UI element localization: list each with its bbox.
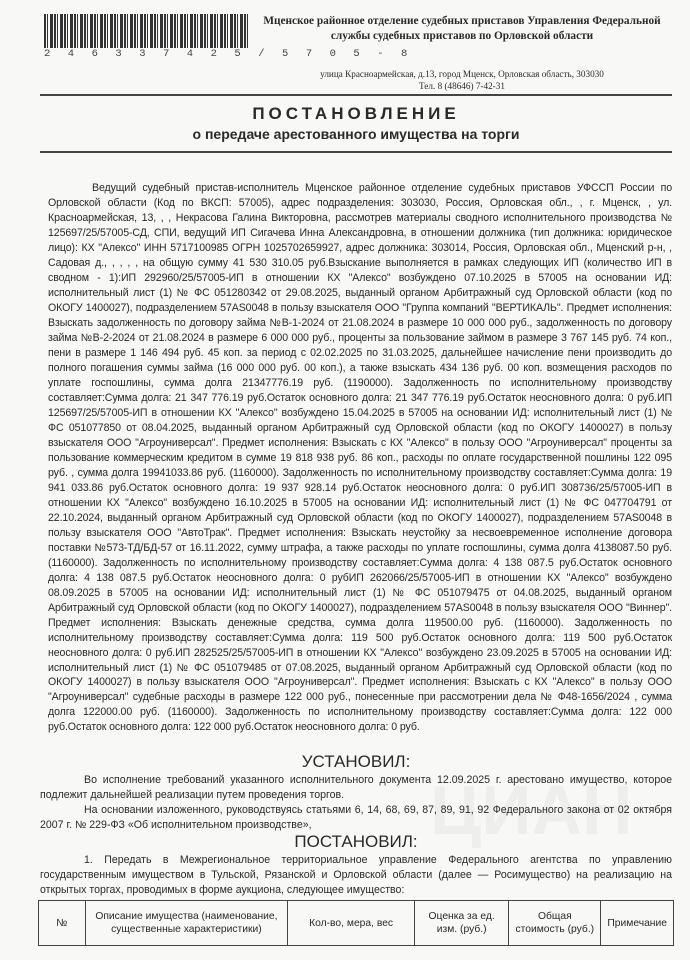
organization-address [252, 68, 672, 92]
address: улица Красноармейская, д.13, город Мценск, Орловская область, 303030 [320, 69, 604, 79]
established-paragraph-1: Во исполнение требований указанного исполнительного документа 12.09.2025 г. арестовано имущество, которое подлежит дальнейшей реализации путем проведения торгов. [40, 774, 672, 801]
body-paragraph: Ведущий судебный пристав-исполнитель Мценское районное отделение судебных приставов УФССП России по Орловской области (Код по ВКСП: 57005), адрес подразделения: 303030, Россия, Орловская обл., , г. Мценск, , ул. Красноармейская, 13, , , Некрасова Галина Викторовна, рассмотрев материалы сводного исполнительного производства № 125697/25/57005-СД, СПИ, ведущий ИП Сигачева Инна Александровна, в отношении должника (тип должника: юридическое лицо): КХ "Алексо" ИНН 5717100985 ОГРН 1025702659927, адрес должника: 303014, Россия, Орловская обл., Мценский р-н, , Садовая д., , , , , на общую сумму 41 530 310.05 руб.Взыскание выполняется в рамках следующих ИП (количество ИП в сводном - 1):ИП 292960/25/57005-ИП в отношении КХ "Алексо" возбуждено 07.10.2025 в 57005 на основании ИД: исполнительный лист (1) № ФС 051280342 от 29.08.2025, выданный органом Арбитражный суд Орловской области (код по ОКОГУ 1400027), подразделением 57AS0048 в пользу взыскателя ООО "Группа компаний "ВЕРТИКАЛЬ". Предмет исполнения: Взыскать задолженность по договору займа №В-1-2024 от 21.08.2024 в размере 10 000 000 руб., задолженность по договору займа №В-2-2024 от 21.08.2024 в размере 6 000 000 руб., проценты за пользование займом в размере 3 767 145 руб. 74 коп., пени в размере 1 146 494 руб. 45 коп. за период с 02.02.2025 по 31.03.2025, дальнейшее начисление пени производить до полного погашения суммы займа (16 000 000 руб. 00 коп.), а также взыскать 434 136 руб. 00 коп. возмещения расходов по уплате госпошлины, сумма долга 21347776.19 руб. (1190000). Задолженность по исполнительному производству составляет:Сумма долга: 21 347 776.19 руб.Остаток основного долга: 21 347 776.19 руб.Остаток неосновного долга: 0 руб.ИП 125697/25/57005-ИП в отношении КХ "Алексо" возбуждено 15.04.2025 в 57005 на основании ИД: исполнительный лист (1) № ФС 051077850 от 08.04.2025, выданный органом Арбитражный суд Орловской области (код по ОКОГУ 1400027) в пользу взыскателя ООО "Агроуниверсал". Предмет исполнения: Взыскать с КХ "Алексо" в пользу ООО "Агроуниверсал" проценты за пользование коммерческим кредитом в сумме 19 818 938 руб. 86 коп., расходы по оплате государственной пошлины 122 095 руб. , сумма долга 19941033.86 руб. (1160000). Задолженность по исполнительному производству составляет:Сумма долга: 19 941 033.86 руб.Остаток основного долга: 19 937 928.14 руб.Остаток неосновного долга: 0 руб.ИП 308736/25/57005-ИП в отношении КХ "Алексо" возбуждено 16.10.2025 в 57005 на основании ИД: исполнительный лист (1) № ФС 047704791 от 22.10.2024, выданный органом Арбитражный суд Орловской области (код по ОКОГУ 1400027), подразделением 57AS0048 в пользу взыскателя ООО "АвтоТрак". Предмет исполнения: Взыскать неустойку за несвоевременное исполнение договора поставки №573-ТД/БД-57 от 16.11.2022, сумму штрафа, а также расходы по уплате госпошлины, сумма долга 4138087.50 руб. (1160000). Задолженность по исполнительному производству составляет:Сумма долга: 4 138 087.5 руб.Остаток основного долга: 4 138 087.5 руб.Остаток неосновного долга: 0 рубИП 262066/25/57005-ИП в отношении КХ "Алексо" возбуждено 08.09.2025 в 57005 на основании ИД: исполнительный лист (1) № ФС 051079475 от 04.08.2025, выданный органом Арбитражный суд Орловской области (код по ОКОГУ 1400027), подразделением 57AS0048 в пользу взыскателя ООО "Виннер". Предмет исполнения: Взыскать денежные средства, сумма долга 119500.00 руб. (1160000). Задолженность по исполнительному производству составляет:Сумма долга: 119 500 руб.Остаток основного долга: 119 500 руб.Остаток неосновного долга: 0 руб.ИП 282525/25/57005-ИП в отношении КХ "Алексо" возбуждено 23.09.2025 в 57005 на основании ИД: исполнительный лист (1) № ФС 051079485 от 07.08.2025, выданный органом Арбитражный суд Орловской области (код по ОКОГУ 1400027) в пользу взыскателя ООО "Агроуниверсал". Предмет исполнения: Взыскать с КХ "Алексо" в пользу ООО "Агроуниверсал" судебные расходы в размере 122 000 руб., понесенные при рассмотрении дела № Ф48-1656/2024 , сумма долга 122000.00 руб. (1160000). Задолженность по исполнительному производству составляет:Сумма долга: 122 000 руб.Остаток основного долга: 122 000 руб.Остаток неосновного долга: 0 руб. [48, 182, 672, 734]
document-subtitle: о передаче арестованного имущества на торги [192, 126, 520, 142]
divider [40, 94, 672, 96]
barcode [44, 14, 250, 48]
resolved-paragraph-1: 1. Передать в Межрегиональное территориальное управление Федерального агентства по управлению государственным имуществом в Тульской, Рязанской и Орловской области (далее — Росимущество) на реализацию на открытых торгах, проводимых в форме аукциона, следующее имущество: [40, 854, 672, 896]
header-unit-price: Оценка за ед. изм. (руб.) [415, 901, 509, 946]
header-number: № [39, 901, 86, 946]
header-quantity: Кол-во, мера, вес [288, 901, 415, 946]
header-total: Общая стоимость (руб.) [509, 901, 601, 946]
header-description: Описание имущества (наименование, существенные характеристики) [85, 901, 288, 946]
organization-name [252, 14, 672, 44]
resolved-heading: ПОСТАНОВИЛ: [294, 832, 418, 851]
header-note: Примечание [601, 901, 674, 946]
established-paragraph-2: На основании изложенного, руководствуясь статьями 6, 14, 68, 69, 87, 89, 91, 92 Федерального закона от 02 октября 2007 г. № 229-ФЗ «Об исполнительном производстве», [40, 804, 672, 831]
org-line-2: службы судебных приставов по Орловской области [330, 30, 594, 42]
barcode-number: 2 4 6 3 3 7 4 2 5 / 5 7 0 5 - 8 [44, 48, 413, 60]
org-line-1: Мценское районное отделение судебных приставов Управления Федеральной [263, 15, 661, 27]
document-title: ПОСТАНОВЛЕНИЕ [252, 104, 460, 123]
table-header-row [39, 901, 674, 946]
divider [40, 151, 672, 153]
phone: Тел. 8 (48646) 7-42-31 [419, 81, 505, 91]
property-table [38, 900, 674, 946]
established-heading: УСТАНОВИЛ: [301, 752, 411, 771]
